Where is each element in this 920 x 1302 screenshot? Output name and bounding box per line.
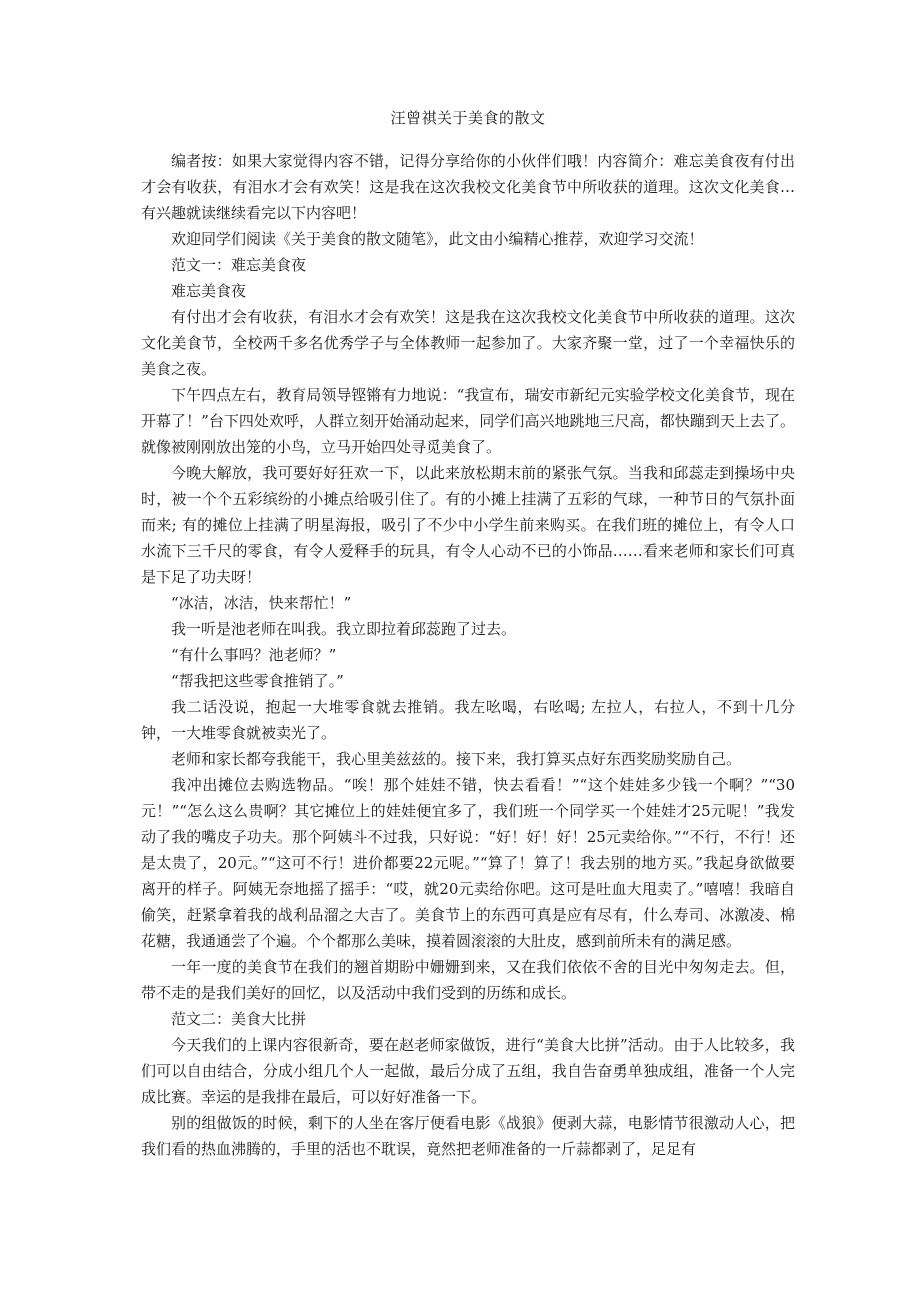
paragraph-editor-note: 编者按：如果大家觉得内容不错，记得分享给你的小伙伴们哦！内容简介：难忘美食夜有付出才会有收获，有泪水才会有欢笑！这是我在这次我校文化美食节中所收获的道理。这次文化美食… 有兴趣就读继续看完以下内容吧！	[141, 152, 795, 222]
subheading-sample-one: 难忘美食夜	[171, 282, 247, 300]
paragraph: 别的组做饭的时候，剩下的人坐在客厅便看电影《战狼》便剥大蒜，电影情节很激动人心，把我们看的热血沸腾的，手里的活也不耽误，竟然把老师准备的一斤蒜都剥了，足足有	[141, 1114, 795, 1158]
heading-sample-one: 范文一：难忘美食夜	[171, 256, 307, 274]
document-title: 汪曾祺关于美食的散文	[390, 109, 546, 127]
paragraph: 我冲出摊位去购选物品。“唉！那个娃娃不错，快去看看！”“这个娃娃多少钱一个啊？”“30元！”“怎么这么贵啊？其它摊位上的娃娃便宜多了，我们班一个同学买一个娃娃才25元呢！”我发动了我的嘴皮子功夫。那个阿姨斗不过我，只好说：“好！好！好！25元卖给你。”“不行，不行！还是太贵了，20元。”“这可不行！进价都要22元呢。”“算了！算了！我去别的地方买。”我起身欲做要离开的样子。阿姨无奈地摇了摇手：“哎，就20元卖给你吧。这可是吐血大甩卖了。”嘻嘻！我暗自偷笑，赶紧拿着我的战利品溜之大吉了。美食节上的东西可真是应有尽有，什么寿司、冰激凌、棉花糖，我通通尝了个遍。个个都那么美味，摸着圆滚滚的大肚皮，感到前所未有的满足感。	[141, 776, 795, 950]
paragraph: 有付出才会有收获，有泪水才会有欢笑！这是我在这次我校文化美食节中所收获的道理。这次文化美食节，全校两千多名优秀学子与全体教师一起参加了。大家齐聚一堂，过了一个幸福快乐的美食之夜。	[141, 308, 795, 378]
paragraph: 一年一度的美食节在我们的翘首期盼中姗姗到来，又在我们依依不舍的目光中匆匆走去。但，带不走的是我们美好的回忆，以及活动中我们受到的历练和成长。	[141, 958, 795, 1002]
heading-sample-two: 范文二：美食大比拼	[171, 1010, 307, 1028]
paragraph: 今天我们的上课内容很新奇，要在赵老师家做饭，进行“美食大比拼”活动。由于人比较多，我们可以自由结合，分成小组几个人一起做，最后分成了五组，我自告奋勇单独成组，准备一个人完成比赛。幸运的是我排在最后，可以好好准备一下。	[141, 1036, 795, 1106]
dialogue-line: “帮我把这些零食推销了。”	[171, 672, 344, 690]
dialogue-line: “有什么事吗？池老师？”	[171, 646, 337, 664]
paragraph: 我二话没说，抱起一大堆零食就去推销。我左吆喝，右吆喝; 左拉人，右拉人，不到十几分钟，一大堆零食就被卖光了。	[141, 698, 795, 742]
dialogue-line: “冰洁，冰洁，快来帮忙！”	[171, 594, 352, 612]
paragraph-welcome: 欢迎同学们阅读《关于美食的散文随笔》，此文由小编精心推荐，欢迎学习交流！	[171, 230, 704, 248]
paragraph: 老师和家长都夸我能干，我心里美兹兹的。接下来，我打算买点好东西奖励奖励自己。	[171, 750, 742, 768]
document-page	[141, 108, 795, 1162]
paragraph: 今晚大解放，我可要好好狂欢一下，以此来放松期末前的紧张气氛。当我和邱蕊走到操场中央时，被一个个五彩缤纷的小摊点给吸引住了。有的小摊上挂满了五彩的气球，一种节日的气氛扑面而来; 有的摊位上挂满了明星海报，吸引了不少中小学生前来购买。在我们班的摊位上，有令人口水流下三千尺的零食，有令人爱释手的玩具，有令人心动不已的小饰品……看来老师和家长们可真是下足了功夫呀！	[141, 464, 795, 586]
paragraph: 下午四点左右，教育局领导铿锵有力地说：“我宣布，瑞安市新纪元实验学校文化美食节，现在开幕了！”台下四处欢呼，人群立刻开始涌动起来，同学们高兴地跳地三尺高，都快蹦到天上去了。就像被刚刚放出笼的小鸟，立马开始四处寻觅美食了。	[141, 386, 795, 456]
paragraph: 我一听是池老师在叫我。我立即拉着邱蕊跑了过去。	[171, 620, 517, 638]
